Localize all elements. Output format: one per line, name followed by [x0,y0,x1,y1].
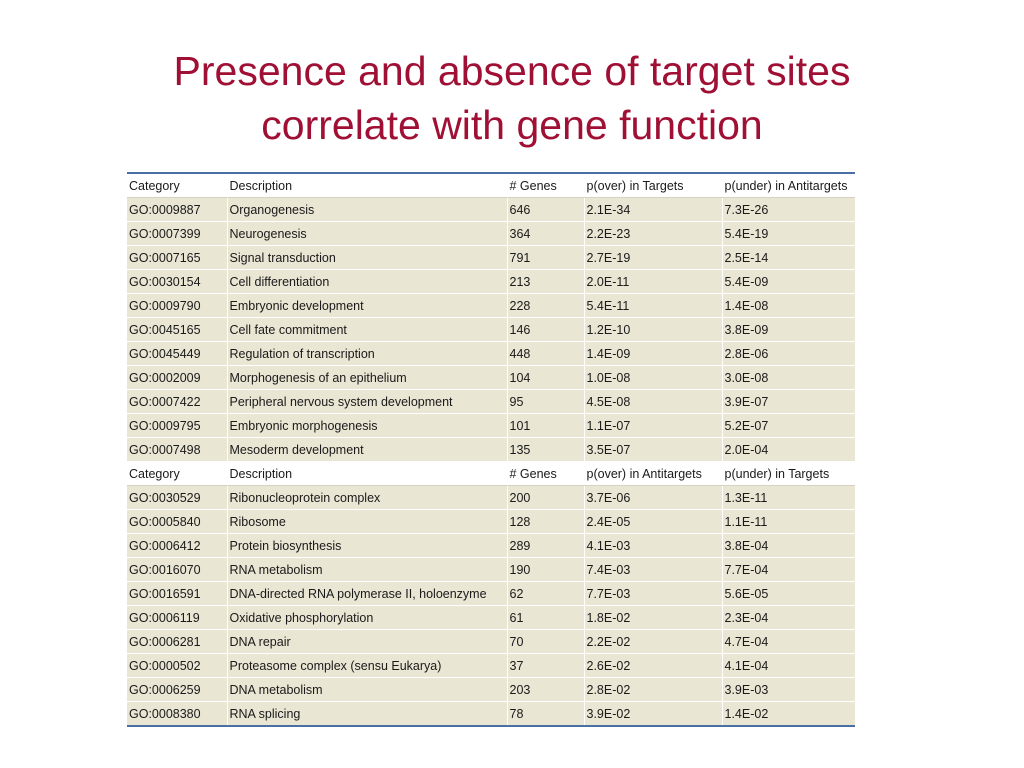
cell-description: Cell fate commitment [227,318,507,342]
cell-p-under: 3.9E-07 [722,390,855,414]
cell-p-over: 2.6E-02 [584,654,722,678]
cell-description: Protein biosynthesis [227,534,507,558]
table-row [127,486,855,510]
column-header-gene-count: # Genes [507,462,584,486]
cell-p-under: 2.5E-14 [722,246,855,270]
go-enrichment-table [127,172,855,727]
cell-p-under: 4.7E-04 [722,630,855,654]
cell-gene-count: 78 [507,702,584,727]
cell-gene-count: 62 [507,582,584,606]
column-header-description: Description [227,173,507,198]
table-row [127,246,855,270]
cell-description: Mesoderm development [227,438,507,462]
cell-p-over: 2.8E-02 [584,678,722,702]
cell-category: GO:0045165 [127,318,227,342]
cell-p-over: 2.7E-19 [584,246,722,270]
cell-gene-count: 190 [507,558,584,582]
cell-p-under: 2.8E-06 [722,342,855,366]
column-header-p-under: p(under) in Targets [722,462,855,486]
cell-description: Signal transduction [227,246,507,270]
cell-category: GO:0005840 [127,510,227,534]
cell-description: Oxidative phosphorylation [227,606,507,630]
column-header-description: Description [227,462,507,486]
cell-category: GO:0030154 [127,270,227,294]
cell-gene-count: 135 [507,438,584,462]
cell-description: Morphogenesis of an epithelium [227,366,507,390]
cell-p-under: 3.8E-09 [722,318,855,342]
cell-p-over: 5.4E-11 [584,294,722,318]
cell-p-under: 2.0E-04 [722,438,855,462]
cell-p-over: 1.1E-07 [584,414,722,438]
cell-p-under: 5.6E-05 [722,582,855,606]
table-row [127,198,855,222]
table-row [127,342,855,366]
title-line-1: Presence and absence of target sites [173,48,851,94]
cell-category: GO:0006412 [127,534,227,558]
cell-category: GO:0030529 [127,486,227,510]
table-row [127,318,855,342]
cell-gene-count: 200 [507,486,584,510]
table-row [127,654,855,678]
slide-title [0,44,1024,152]
table-row [127,294,855,318]
cell-p-over: 7.4E-03 [584,558,722,582]
table-row [127,510,855,534]
cell-description: Ribosome [227,510,507,534]
cell-p-under: 7.7E-04 [722,558,855,582]
cell-gene-count: 104 [507,366,584,390]
cell-gene-count: 791 [507,246,584,270]
cell-gene-count: 37 [507,654,584,678]
cell-gene-count: 128 [507,510,584,534]
cell-gene-count: 213 [507,270,584,294]
cell-p-over: 3.7E-06 [584,486,722,510]
cell-p-under: 2.3E-04 [722,606,855,630]
cell-p-over: 2.2E-23 [584,222,722,246]
cell-description: Ribonucleoprotein complex [227,486,507,510]
cell-p-over: 1.2E-10 [584,318,722,342]
cell-p-under: 3.0E-08 [722,366,855,390]
cell-description: Proteasome complex (sensu Eukarya) [227,654,507,678]
cell-p-under: 3.8E-04 [722,534,855,558]
cell-p-over: 2.2E-02 [584,630,722,654]
cell-category: GO:0007165 [127,246,227,270]
cell-category: GO:0009795 [127,414,227,438]
cell-p-under: 1.1E-11 [722,510,855,534]
cell-category: GO:0006259 [127,678,227,702]
cell-category: GO:0006119 [127,606,227,630]
cell-p-under: 1.3E-11 [722,486,855,510]
cell-description: DNA metabolism [227,678,507,702]
cell-p-over: 2.1E-34 [584,198,722,222]
table-row [127,630,855,654]
table-header-row [127,462,855,486]
cell-p-under: 5.4E-09 [722,270,855,294]
cell-description: Neurogenesis [227,222,507,246]
cell-p-over: 1.8E-02 [584,606,722,630]
table-row [127,678,855,702]
cell-p-over: 2.0E-11 [584,270,722,294]
column-header-p-over: p(over) in Antitargets [584,462,722,486]
column-header-category: Category [127,173,227,198]
cell-gene-count: 203 [507,678,584,702]
cell-p-over: 4.1E-03 [584,534,722,558]
table-row [127,606,855,630]
cell-description: Peripheral nervous system development [227,390,507,414]
cell-category: GO:0007422 [127,390,227,414]
cell-gene-count: 646 [507,198,584,222]
cell-description: RNA splicing [227,702,507,727]
table-row [127,558,855,582]
table-row [127,582,855,606]
cell-description: Embryonic development [227,294,507,318]
cell-category: GO:0007498 [127,438,227,462]
cell-p-under: 1.4E-08 [722,294,855,318]
column-header-category: Category [127,462,227,486]
cell-gene-count: 95 [507,390,584,414]
cell-category: GO:0016070 [127,558,227,582]
table-row [127,414,855,438]
cell-gene-count: 289 [507,534,584,558]
table-row [127,222,855,246]
cell-p-under: 7.3E-26 [722,198,855,222]
table-row [127,270,855,294]
cell-p-under: 4.1E-04 [722,654,855,678]
cell-category: GO:0007399 [127,222,227,246]
column-header-gene-count: # Genes [507,173,584,198]
table-row [127,702,855,727]
cell-gene-count: 101 [507,414,584,438]
cell-gene-count: 364 [507,222,584,246]
cell-p-over: 3.9E-02 [584,702,722,727]
cell-description: Cell differentiation [227,270,507,294]
table-row [127,534,855,558]
cell-p-over: 7.7E-03 [584,582,722,606]
cell-p-over: 1.4E-09 [584,342,722,366]
cell-p-over: 4.5E-08 [584,390,722,414]
cell-gene-count: 228 [507,294,584,318]
cell-category: GO:0009887 [127,198,227,222]
column-header-p-over: p(over) in Targets [584,173,722,198]
cell-p-over: 1.0E-08 [584,366,722,390]
table-row [127,438,855,462]
cell-gene-count: 61 [507,606,584,630]
cell-p-over: 2.4E-05 [584,510,722,534]
cell-category: GO:0000502 [127,654,227,678]
cell-p-over: 3.5E-07 [584,438,722,462]
cell-p-under: 1.4E-02 [722,702,855,727]
cell-description: Embryonic morphogenesis [227,414,507,438]
cell-category: GO:0045449 [127,342,227,366]
cell-p-under: 3.9E-03 [722,678,855,702]
cell-description: Regulation of transcription [227,342,507,366]
cell-category: GO:0009790 [127,294,227,318]
cell-category: GO:0008380 [127,702,227,727]
cell-gene-count: 146 [507,318,584,342]
cell-description: DNA repair [227,630,507,654]
cell-description: DNA-directed RNA polymerase II, holoenzyme [227,582,507,606]
cell-category: GO:0006281 [127,630,227,654]
table-row [127,390,855,414]
cell-gene-count: 448 [507,342,584,366]
cell-p-under: 5.4E-19 [722,222,855,246]
cell-category: GO:0002009 [127,366,227,390]
cell-description: Organogenesis [227,198,507,222]
title-line-2: correlate with gene function [261,102,763,148]
table-row [127,366,855,390]
column-header-p-under: p(under) in Antitargets [722,173,855,198]
cell-description: RNA metabolism [227,558,507,582]
table-header-row [127,173,855,198]
cell-gene-count: 70 [507,630,584,654]
cell-p-under: 5.2E-07 [722,414,855,438]
cell-category: GO:0016591 [127,582,227,606]
